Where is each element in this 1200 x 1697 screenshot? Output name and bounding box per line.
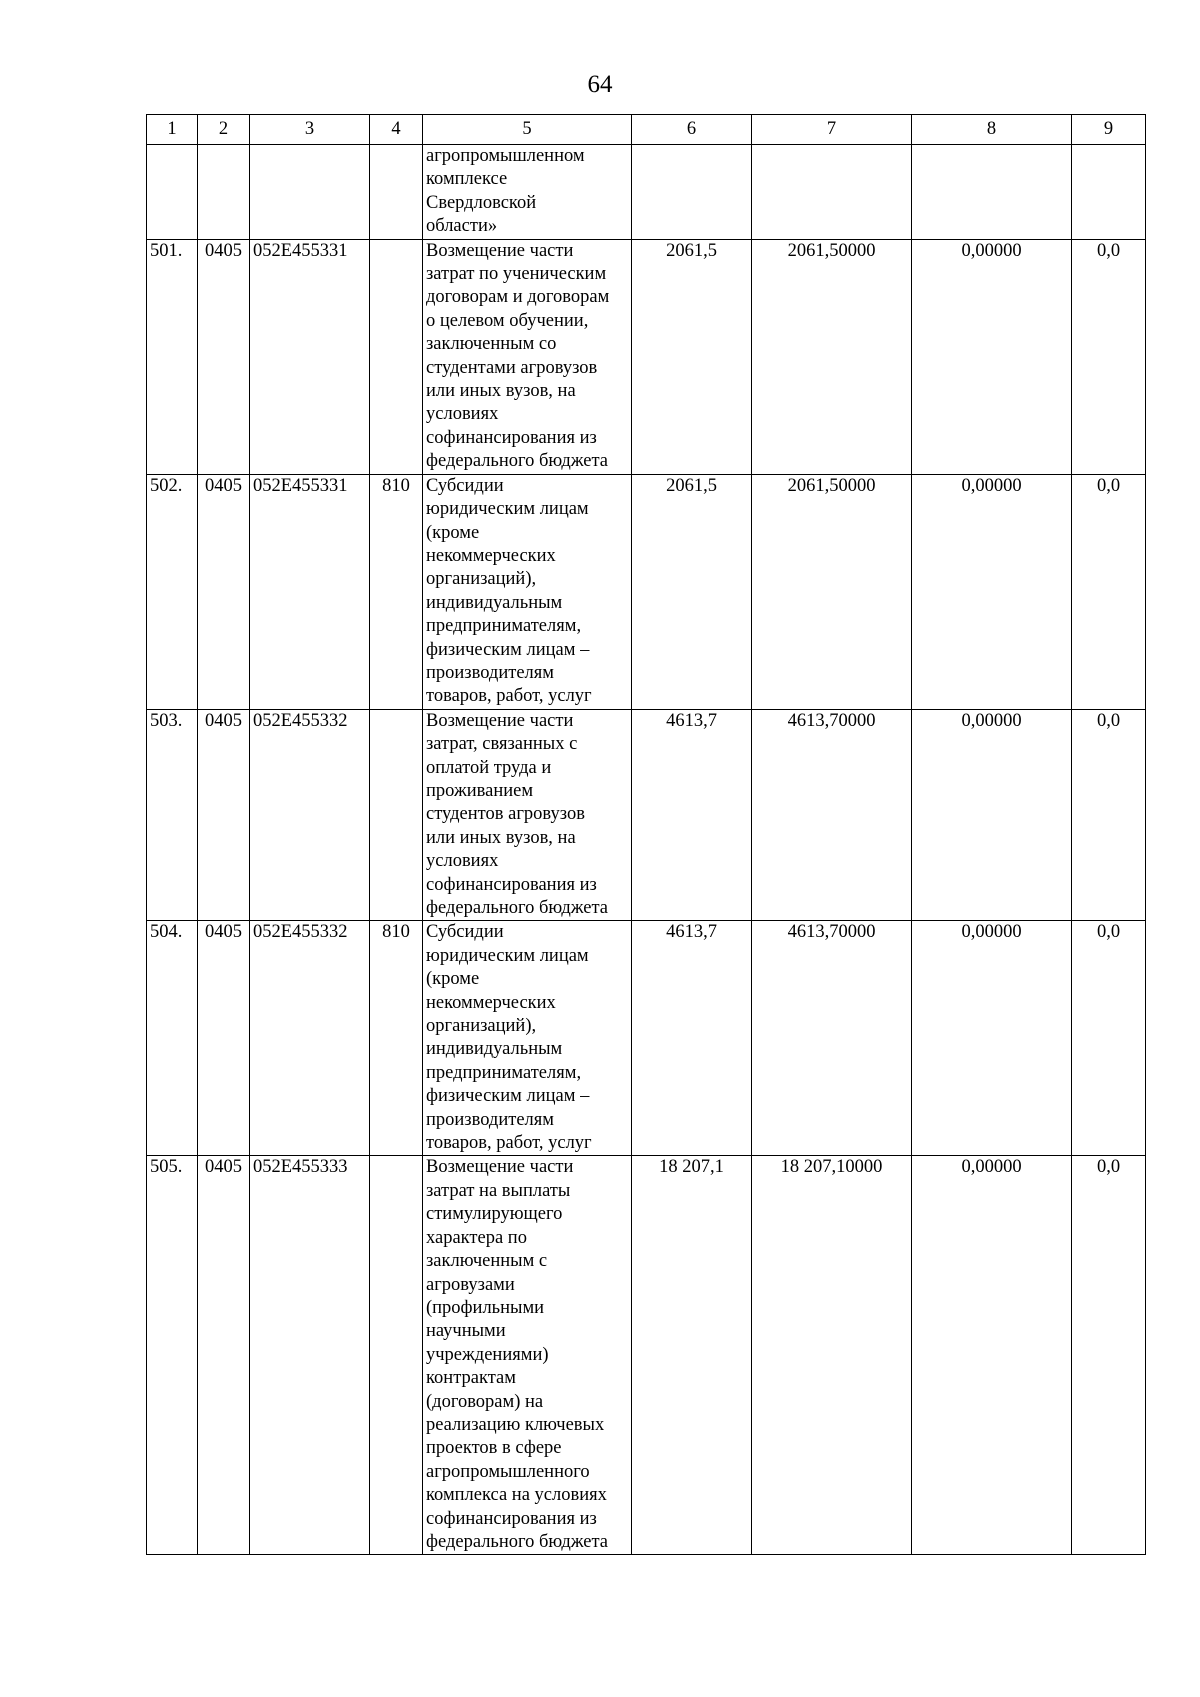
budget-table bbox=[146, 114, 1146, 1555]
header-col-6: 6 bbox=[632, 115, 752, 145]
cell-type bbox=[370, 239, 423, 474]
cell-amount: 4613,7 bbox=[632, 709, 752, 921]
table-row bbox=[147, 1156, 1146, 1555]
cell-target: 052E455331 bbox=[250, 239, 370, 474]
table-row bbox=[147, 474, 1146, 709]
cell-balance bbox=[912, 145, 1072, 240]
header-col-1: 1 bbox=[147, 115, 198, 145]
cell-section: 0405 bbox=[198, 239, 250, 474]
cell-amount bbox=[632, 145, 752, 240]
header-col-2: 2 bbox=[198, 115, 250, 145]
cell-section: 0405 bbox=[198, 1156, 250, 1555]
table-header-row bbox=[147, 115, 1146, 145]
cell-executed: 2061,50000 bbox=[752, 474, 912, 709]
cell-executed: 2061,50000 bbox=[752, 239, 912, 474]
cell-description: Возмещение части затрат на выплаты стимулирующего характера по заключенным с агровузами (профильными научными учреждениями) контрактам (договорам) на реализацию ключевых проектов в сфере агропромышленного комплекса на условиях софинансирования из федерального бюджета bbox=[423, 1156, 632, 1555]
cell-target bbox=[250, 145, 370, 240]
header-col-4: 4 bbox=[370, 115, 423, 145]
cell-description: Возмещение части затрат по ученическим договорам и договорам о целевом обучении, заключенным со студентами агровузов или иных вузов, на условиях софинансирования из федерального бюджета bbox=[423, 239, 632, 474]
cell-executed: 18 207,10000 bbox=[752, 1156, 912, 1555]
header-col-3: 3 bbox=[250, 115, 370, 145]
cell-num: 502. bbox=[147, 474, 198, 709]
cell-num bbox=[147, 145, 198, 240]
cell-description: Субсидии юридическим лицам (кроме некоммерческих организаций), индивидуальным предпринимателям, физическим лицам – производителям товаров, работ, услуг bbox=[423, 921, 632, 1156]
cell-target: 052E455332 bbox=[250, 921, 370, 1156]
cell-executed: 4613,70000 bbox=[752, 921, 912, 1156]
cell-target: 052E455333 bbox=[250, 1156, 370, 1555]
cell-percent: 0,0 bbox=[1072, 921, 1146, 1156]
cell-target: 052E455331 bbox=[250, 474, 370, 709]
cell-section: 0405 bbox=[198, 474, 250, 709]
table-row-continuation bbox=[147, 145, 1146, 240]
header-col-8: 8 bbox=[912, 115, 1072, 145]
cell-amount: 18 207,1 bbox=[632, 1156, 752, 1555]
page-number: 64 bbox=[587, 71, 613, 98]
header-col-7: 7 bbox=[752, 115, 912, 145]
cell-type bbox=[370, 145, 423, 240]
cell-num: 505. bbox=[147, 1156, 198, 1555]
cell-amount: 4613,7 bbox=[632, 921, 752, 1156]
cell-balance: 0,00000 bbox=[912, 1156, 1072, 1555]
table-row bbox=[147, 239, 1146, 474]
cell-description: Возмещение части затрат, связанных с оплатой труда и проживанием студентов агровузов или иных вузов, на условиях софинансирования из федерального бюджета bbox=[423, 709, 632, 921]
table-row bbox=[147, 921, 1146, 1156]
cell-percent: 0,0 bbox=[1072, 709, 1146, 921]
cell-amount: 2061,5 bbox=[632, 239, 752, 474]
cell-section: 0405 bbox=[198, 921, 250, 1156]
cell-description: агропромышленном комплексе Свердловской области» bbox=[423, 145, 632, 240]
cell-num: 504. bbox=[147, 921, 198, 1156]
cell-percent bbox=[1072, 145, 1146, 240]
cell-section: 0405 bbox=[198, 709, 250, 921]
cell-type: 810 bbox=[370, 474, 423, 709]
cell-type bbox=[370, 1156, 423, 1555]
cell-target: 052E455332 bbox=[250, 709, 370, 921]
cell-balance: 0,00000 bbox=[912, 474, 1072, 709]
cell-num: 503. bbox=[147, 709, 198, 921]
cell-percent: 0,0 bbox=[1072, 1156, 1146, 1555]
cell-section bbox=[198, 145, 250, 240]
cell-balance: 0,00000 bbox=[912, 239, 1072, 474]
cell-num: 501. bbox=[147, 239, 198, 474]
cell-amount: 2061,5 bbox=[632, 474, 752, 709]
cell-type bbox=[370, 709, 423, 921]
cell-balance: 0,00000 bbox=[912, 709, 1072, 921]
cell-balance: 0,00000 bbox=[912, 921, 1072, 1156]
cell-percent: 0,0 bbox=[1072, 474, 1146, 709]
cell-type: 810 bbox=[370, 921, 423, 1156]
cell-description: Субсидии юридическим лицам (кроме некоммерческих организаций), индивидуальным предпринимателям, физическим лицам – производителям товаров, работ, услуг bbox=[423, 474, 632, 709]
table-row bbox=[147, 709, 1146, 921]
header-col-5: 5 bbox=[423, 115, 632, 145]
cell-executed: 4613,70000 bbox=[752, 709, 912, 921]
cell-percent: 0,0 bbox=[1072, 239, 1146, 474]
header-col-9: 9 bbox=[1072, 115, 1146, 145]
cell-executed bbox=[752, 145, 912, 240]
